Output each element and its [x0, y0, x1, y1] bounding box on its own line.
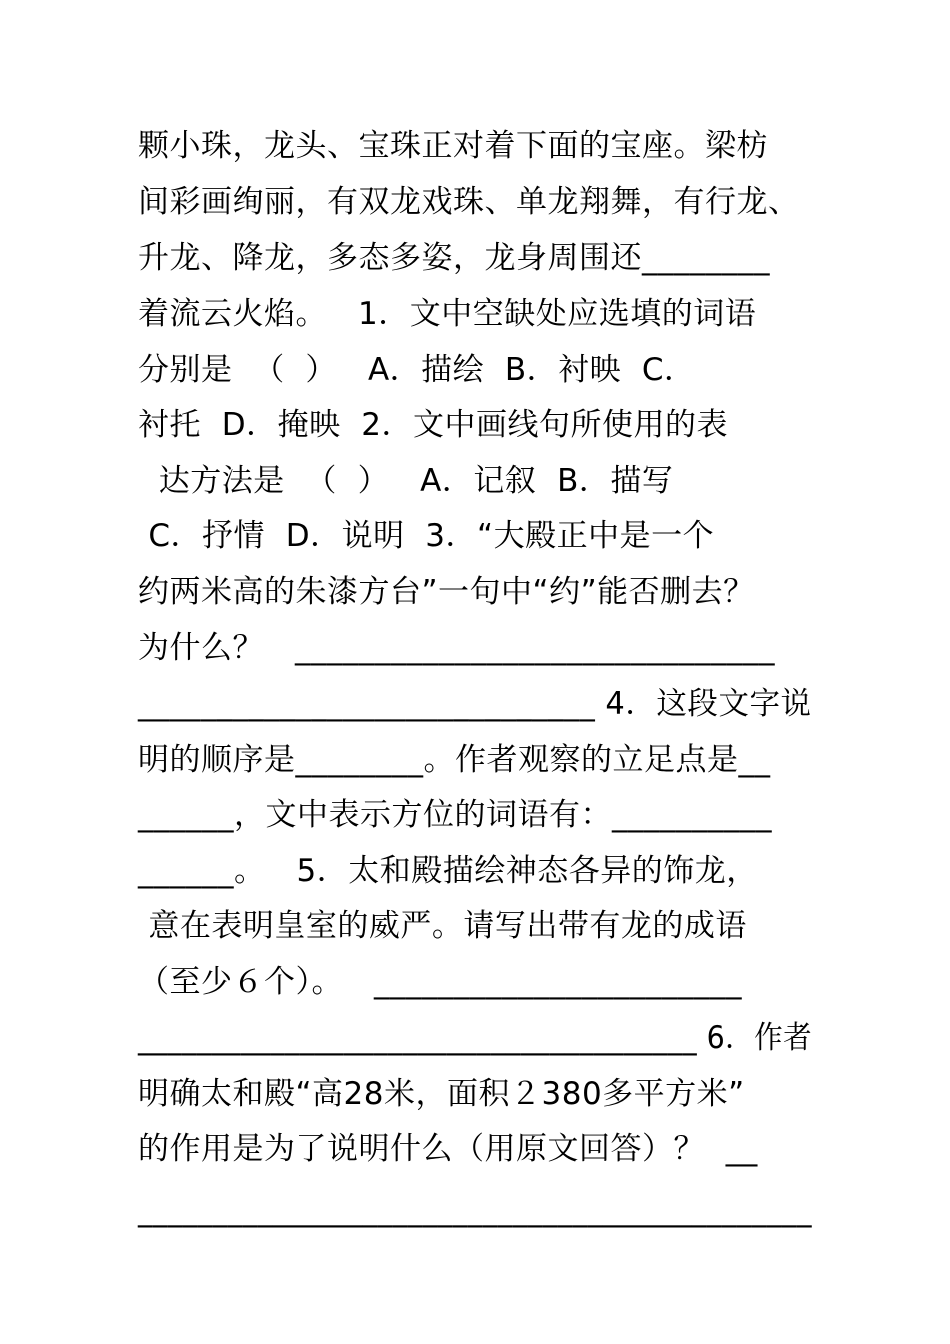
text-line-11: _____________________________ 4．这段文字说 — [138, 686, 812, 722]
text-line-10: 为什么？ ______________________________ — [138, 630, 776, 666]
text-line-15: 意在表明皇室的威严。请写出带有龙的成语 — [138, 908, 747, 944]
text-line-13: ______，文中表示方位的词语有：__________ — [138, 797, 772, 833]
text-line-2: 间彩画绚丽，有双龙戏珠、单龙翔舞，有行龙、 — [138, 184, 800, 220]
text-line-6: 衬托 D．掩映 2．文中画线句所使用的表 — [138, 407, 729, 443]
text-line-5: 分别是 （ ） A．描绘 B．衬映 C． — [138, 352, 696, 388]
text-line-20: _____________________________________________ — [138, 1192, 812, 1228]
text-line-14: ______。 5．太和殿描绘神态各异的饰龙， — [138, 853, 758, 889]
text-line-17: ______________________________________ 6．作者 — [138, 1020, 813, 1056]
text-line-8: C．抒情 D．说明 3．“大殿正中是一个 — [138, 518, 715, 554]
text-line-18: 明确太和殿“高28米，面积２380多平方米” — [138, 1076, 745, 1112]
text-line-16: （至少６个）。 _______________________ — [138, 964, 743, 1000]
text-line-9: 约两米高的朱漆方台”一句中“约”能否删去？ — [138, 574, 755, 610]
text-line-7: 达方法是 （ ） A．记叙 B．描写 — [138, 463, 674, 499]
text-line-4: 着流云火焰。 1．文中空缺处应选填的词语 — [138, 296, 757, 332]
text-line-1: 颗小珠，龙头、宝珠正对着下面的宝座。梁枋 — [138, 128, 768, 164]
text-line-19: 的作用是为了说明什么（用原文回答）？ __ — [138, 1131, 758, 1167]
text-line-12: 明的顺序是________。作者观察的立足点是__ — [138, 742, 771, 778]
text-line-3: 升龙、降龙，多态多姿，龙身周围还________ — [138, 240, 770, 276]
